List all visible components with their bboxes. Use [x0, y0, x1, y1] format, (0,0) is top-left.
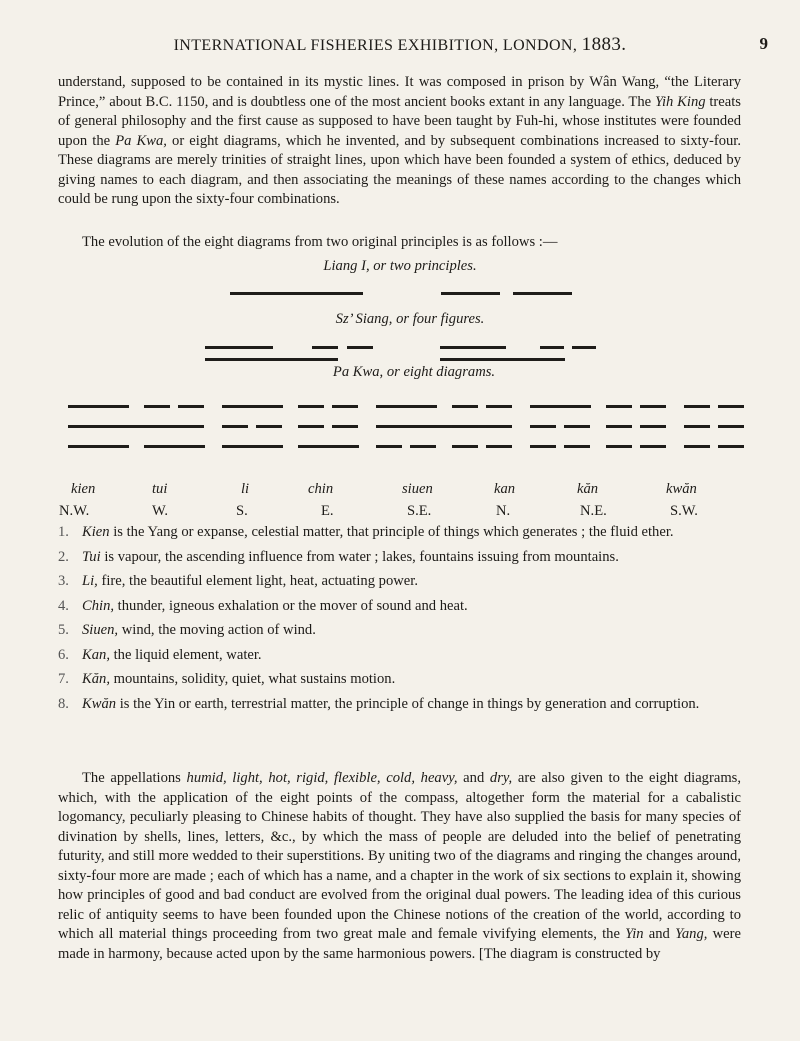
- trigram-line: [606, 405, 632, 408]
- list-item: [58, 523, 741, 543]
- intro-paragraph: [58, 73, 741, 210]
- page-number: 9: [759, 34, 768, 53]
- trigram-direction: S.E.: [407, 503, 432, 519]
- closing-text-a: The appellations: [82, 770, 187, 786]
- trigram-line: [222, 405, 283, 408]
- list-item-text: fire, the beautiful element light, heat, actuating power.: [97, 573, 418, 589]
- trigram-line: [640, 445, 666, 448]
- trigram-line: [486, 445, 512, 448]
- list-item-text: thunder, igneous exhalation or the mover of sound and heat.: [114, 597, 468, 614]
- list-item-number: 1.: [58, 524, 69, 540]
- diagram-figure-line: [440, 346, 506, 349]
- trigram-name: kwăn: [666, 481, 697, 497]
- trigram-line: [376, 405, 437, 408]
- heading-two-principles: Liang I, or two principles.: [323, 258, 477, 274]
- list-item-number: 6.: [58, 646, 69, 663]
- trigram-name: li: [241, 481, 250, 497]
- trigram-line: [684, 405, 710, 408]
- closing-terms: humid, light, hot, rigid, flexible, cold, heavy,: [186, 770, 458, 786]
- trigram-line: [718, 425, 744, 428]
- list-item-text: is the Yin or earth, terrestrial matter, the principle of change in things by generation and corruption.: [116, 695, 700, 712]
- running-title-text: INTERNATIONAL FISHERIES EXHIBITION, LONDON,: [173, 37, 578, 54]
- trigram-list: [58, 523, 741, 719]
- list-item-name: Siuen,: [82, 622, 119, 638]
- trigram-line: [298, 445, 359, 448]
- list-item-name: Chin,: [82, 597, 115, 614]
- trigram-line: [530, 425, 556, 428]
- trigram-line: [144, 405, 170, 408]
- trigram-direction: W.: [152, 503, 169, 519]
- trigram-name: kien: [71, 481, 96, 497]
- trigram-line: [684, 425, 710, 428]
- running-title-year: 1883.: [581, 34, 627, 55]
- closing-paragraph: [58, 769, 741, 964]
- list-item-number: 3.: [58, 573, 69, 589]
- list-item-number: 2.: [58, 548, 69, 565]
- trigram-line: [298, 405, 324, 408]
- list-item-name: Kien: [82, 524, 110, 540]
- list-item-name: Tui: [82, 548, 101, 565]
- trigram-name: kăn: [577, 481, 599, 497]
- trigram-line: [564, 445, 590, 448]
- trigram-line: [606, 425, 632, 428]
- list-item-text: mountains, solidity, quiet, what sustains motion.: [109, 671, 396, 687]
- trigram-direction: S.: [236, 503, 248, 519]
- trigram-line: [222, 425, 248, 428]
- heading-eight-diagrams: Pa Kwa, or eight diagrams.: [332, 364, 496, 380]
- diagram-yin-line: [441, 292, 500, 295]
- list-item: [58, 572, 741, 592]
- list-item-number: 5.: [58, 622, 69, 638]
- diagram-yang-line: [230, 292, 363, 295]
- trigram-line: [332, 405, 358, 408]
- intro-text-a: understand, supposed to be contained in its mystic lines. It was composed in prison by Wân Wang, “the Literary Prince,” about B.C. 1150, and is doubtless one of the most ancient books extant in any language. The: [58, 74, 741, 110]
- trigram-name: tui: [152, 481, 168, 497]
- trigram-line: [376, 445, 402, 448]
- trigram-line: [68, 445, 129, 448]
- trigram-line: [640, 405, 666, 408]
- intro-text-c: or eight diagrams, which he invented, and by subsequent combinations increased to sixty-four. These diagrams are merely trinities of straight lines, upon which have been founded a system of ethics, deduced by giving names to each diagram, and then associating the meanings of these names according to the changes which could be rung upon the sixty-four combinations.: [58, 132, 742, 207]
- trigram-line: [718, 405, 744, 408]
- term-yin: Yin: [625, 926, 644, 942]
- list-item-number: 7.: [58, 671, 69, 687]
- trigram-line: [452, 445, 478, 448]
- heading-four-figures: Sz’ Siang, or four figures.: [335, 311, 485, 327]
- trigram-line: [256, 425, 282, 428]
- diagram-figure-line: [205, 358, 338, 361]
- page-header: [60, 34, 768, 58]
- trigram-direction: N.W.: [59, 503, 90, 519]
- trigram-line: [640, 425, 666, 428]
- list-item-text: is the Yang or expanse, celestial matter, that principle of things which generates ; the fluid ether.: [109, 524, 674, 540]
- diagram-figure-line: [347, 346, 373, 349]
- list-item: [58, 646, 741, 666]
- diagram-figure-line: [205, 346, 273, 349]
- running-title: [60, 34, 740, 56]
- evolution-paragraph: The evolution of the eight diagrams from two original principles is as follows :—: [82, 234, 558, 250]
- trigram-direction: N.E.: [580, 503, 607, 519]
- trigram-name: kan: [494, 481, 516, 497]
- list-item: [58, 695, 741, 715]
- list-item-name: Kan,: [82, 646, 110, 663]
- diagram-figure-line: [572, 346, 596, 349]
- trigram-line: [410, 445, 436, 448]
- list-item-number: 4.: [58, 597, 69, 614]
- list-item-text: is vapour, the ascending influence from water ; lakes, fountains issuing from mountains.: [100, 548, 619, 565]
- list-item-name: Li,: [82, 573, 98, 589]
- trigram-line: [144, 445, 205, 448]
- closing-text-b: and: [457, 770, 490, 786]
- diagram-figure-line: [440, 358, 565, 361]
- trigram-line: [298, 425, 324, 428]
- term-pa-kwa: Pa Kwa,: [115, 132, 167, 149]
- book-title-yih-king: Yih King: [654, 93, 706, 110]
- list-item: [58, 597, 741, 617]
- trigram-line: [332, 425, 358, 428]
- closing-text-d: were made in harmony, because acted upon by the same harmonious powers. [The diagram is constructed by: [58, 926, 741, 962]
- trigram-line: [222, 445, 283, 448]
- trigram-line: [530, 405, 591, 408]
- closing-text-and: and: [643, 926, 676, 942]
- trigram-line: [178, 405, 204, 408]
- list-item-text: the liquid element, water.: [109, 646, 262, 663]
- closing-text-c: are also given to the eight diagrams, which, with the application of the eight points of the compass, altogether form the material for a cabalistic logomancy, peculiarly pleasing to Chinese habits of thought. They have also supplied the basis for many species of divination by shells, lines, letters, &c., by which the mass of people are deluded into the belief of penetrating futurity, and still more wedded to their superstitions. By uniting two of the diagrams and ringing the changes around, sixty-four more are made ; each of which has a name, and a chapter in the work of six sections to explain it, showing how principles of good and bad conduct are evolved from the original dual powers. The leading idea of this curious relic of antiquity seems to have been founded upon the Chinese notions of the creation of the world, according to which all material things proceeding from two great male and female vivifying elements, the: [58, 770, 741, 942]
- trigram-line: [452, 405, 478, 408]
- intro-text-b: treats of general philosophy and the first cause as supposed to have been taught by Fuh-hi, whose institutes were founded upon the: [58, 93, 741, 149]
- trigram-line: [684, 445, 710, 448]
- trigram-line: [530, 445, 556, 448]
- trigram-direction: N.: [496, 503, 511, 519]
- list-item-name: Kăn,: [82, 671, 110, 687]
- trigram-line: [606, 445, 632, 448]
- term-yang: Yang,: [675, 926, 708, 942]
- trigram-direction: S.W.: [670, 503, 698, 519]
- trigram-line: [68, 425, 204, 428]
- trigram-name: siuen: [402, 481, 433, 497]
- diagram-figure-line: [540, 346, 564, 349]
- list-item-text: wind, the moving action of wind.: [118, 622, 316, 638]
- closing-term-dry: dry,: [489, 770, 513, 786]
- list-item: [58, 548, 741, 568]
- trigram-name: chin: [308, 481, 334, 497]
- diagram-figure-line: [312, 346, 338, 349]
- list-item: [58, 621, 741, 641]
- trigram-line: [68, 405, 129, 408]
- trigram-line: [564, 425, 590, 428]
- diagram-yin-line: [513, 292, 572, 295]
- list-item-name: Kwăn: [82, 695, 117, 712]
- trigram-line: [486, 405, 512, 408]
- list-item: [58, 670, 741, 690]
- list-item-number: 8.: [58, 695, 69, 712]
- trigram-line: [376, 425, 512, 428]
- trigram-direction: E.: [321, 503, 334, 519]
- trigram-line: [718, 445, 744, 448]
